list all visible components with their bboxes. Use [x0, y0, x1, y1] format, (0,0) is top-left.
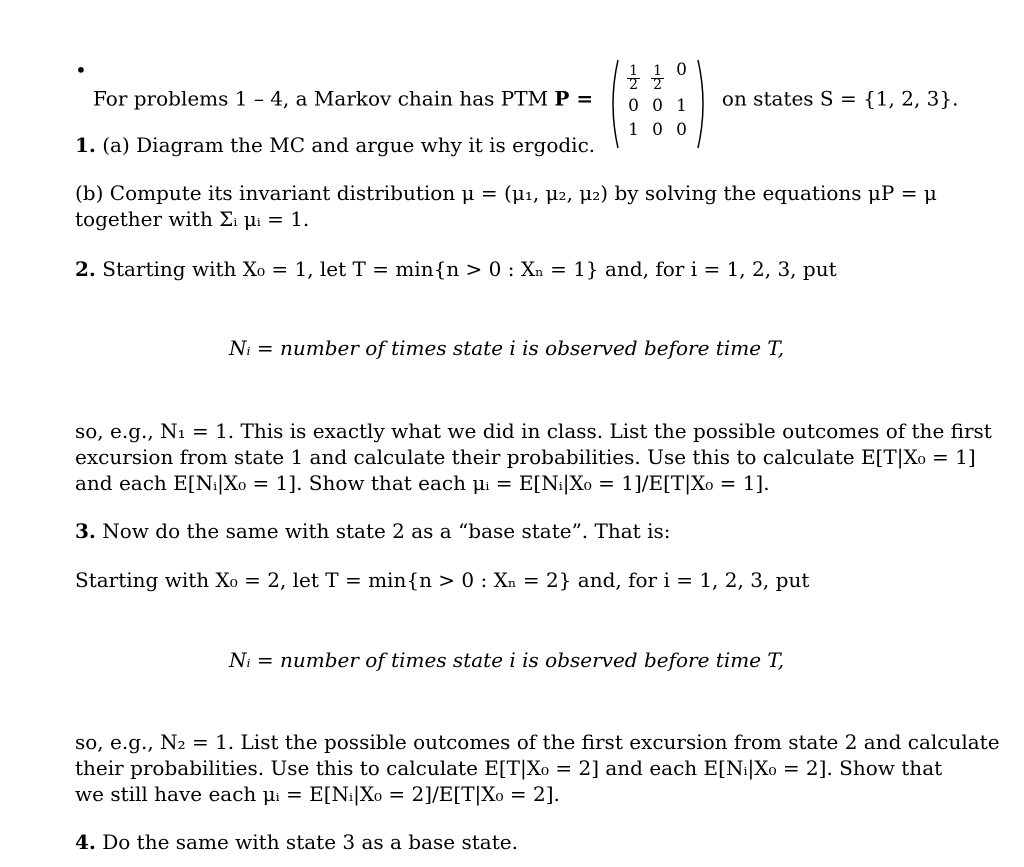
- matrix-cell: 1: [628, 120, 639, 140]
- problem-number: 3.: [75, 519, 96, 543]
- problem-1a-text: (a) Diagram the MC and argue why it is ergodic.: [102, 133, 596, 157]
- problem-2-para-line2: excursion from state 1 and calculate their probabilities. Use this to calculate E[T|X₀ = 1]: [75, 445, 976, 469]
- problem-4-text: Do the same with state 3 as a base state.: [102, 830, 518, 854]
- problem-3-line2: Starting with X₀ = 2, let T = min{n > 0 : Xₙ = 2} and, for i = 1, 2, 3, put: [75, 568, 810, 592]
- problem-3-para-line3: we still have each μᵢ = E[Nᵢ|X₀ = 2]/E[T|X₀ = 2].: [75, 782, 560, 806]
- problem-3-text: Now do the same with state 2 as a “base state”. That is:: [102, 519, 671, 543]
- problem-3-para-line1: so, e.g., N₂ = 1. List the possible outcomes of the first excursion from state 2 and calculate: [75, 730, 1000, 754]
- left-paren-icon: [606, 58, 620, 150]
- matrix-label: P =: [554, 86, 594, 111]
- matrix-cell: 0: [652, 96, 663, 116]
- intro-suffix: on states S = {1, 2, 3}.: [721, 86, 959, 111]
- intro-line: [93, 58, 959, 142]
- problem-1b-line1: (b) Compute its invariant distribution μ = (μ₁, μ₂, μ₂) by solving the equations μP = μ: [75, 181, 937, 205]
- matrix-cell: $\frac{1}{2}$: [629, 63, 638, 93]
- problem-number: 4.: [75, 830, 96, 854]
- problem-1a: [75, 132, 595, 158]
- problem-2-definition: Nᵢ = number of times state i is observed before time T,: [229, 336, 785, 360]
- problem-2-para-line3: and each E[Nᵢ|X₀ = 1]. Show that each μᵢ = E[Nᵢ|X₀ = 1]/E[T|X₀ = 1].: [75, 471, 770, 495]
- problem-2-text: Starting with X₀ = 1, let T = min{n > 0 : Xₙ = 1} and, for i = 1, 2, 3, put: [102, 257, 837, 281]
- problem-3-line1: [75, 518, 670, 544]
- matrix-cell: 1: [676, 96, 687, 116]
- matrix-cell: 0: [676, 120, 687, 140]
- ptm-matrix: [606, 58, 710, 142]
- problem-1b-line2: together with Σᵢ μᵢ = 1.: [75, 207, 310, 231]
- intro-prefix: For problems 1 – 4, a Markov chain has PTM: [93, 86, 549, 111]
- right-paren-icon: [696, 58, 710, 150]
- problem-3-para-line2: their probabilities. Use this to calculate E[T|X₀ = 2] and each E[Nᵢ|X₀ = 2]. Show that: [75, 756, 943, 780]
- matrix-cell: $\frac{1}{2}$: [653, 63, 662, 93]
- problem-4: [75, 829, 518, 855]
- matrix-cell: 0: [652, 120, 663, 140]
- problem-number: 1.: [75, 133, 96, 157]
- problem-number: 2.: [75, 257, 96, 281]
- bullet: •: [75, 58, 87, 82]
- problem-2-para-line1: so, e.g., N₁ = 1. This is exactly what we did in class. List the possible outcomes of the first: [75, 419, 992, 443]
- matrix-cell: 0: [628, 96, 639, 116]
- problem-3-definition: Nᵢ = number of times state i is observed before time T,: [229, 648, 785, 672]
- matrix-cell: 0: [676, 60, 687, 80]
- problem-2-line1: [75, 256, 837, 282]
